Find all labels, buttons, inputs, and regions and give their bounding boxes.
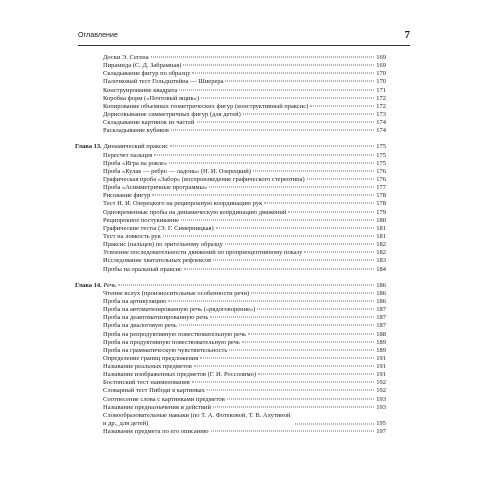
toc-page: 186 [376,281,386,289]
toc-entry[interactable] [103,184,386,192]
dot-leader [118,284,374,285]
dot-leader [229,349,374,350]
toc-page: 181 [376,224,386,232]
toc-page: 191 [376,354,386,362]
toc-entry[interactable] [103,225,386,233]
table-of-contents [75,54,386,436]
toc-entry-title: Проба на продуктивную повествовательную речь [103,338,240,346]
dot-leader [210,317,374,318]
toc-page: 197 [376,428,386,436]
toc-page: 187 [376,306,386,314]
dot-leader [151,57,375,58]
toc-entry-title: Усвоение последовательности движений по проприоцептивному показу [103,249,303,257]
dot-leader [200,357,374,358]
toc-page: 171 [376,86,386,94]
toc-page: 192 [376,387,386,395]
toc-page: 186 [376,289,386,297]
dot-leader [179,325,374,326]
toc-entry-title: Проба на репродуктивную повествовательную речь [103,330,247,338]
toc-chapter-14[interactable] [75,282,386,290]
toc-entry[interactable] [103,387,386,395]
dot-leader [307,178,375,179]
dot-leader [197,122,375,123]
toc-entry-title: Складывание фигур по образцу [103,70,191,78]
toc-entry[interactable] [103,257,386,265]
dot-leader [213,260,374,261]
dot-leader [201,97,374,98]
toc-page: 175 [376,159,386,167]
dot-leader [184,268,374,269]
toc-entry[interactable] [103,428,386,436]
dot-leader [192,73,374,74]
dot-leader [171,130,374,131]
toc-entry[interactable] [103,314,386,322]
toc-page: 169 [376,54,386,61]
dot-leader [181,219,374,220]
dot-leader [213,406,374,407]
toc-page: 170 [376,70,386,78]
toc-page: 177 [376,184,386,192]
toc-entry[interactable] [103,322,386,330]
dot-leader [209,187,374,188]
dot-leader [242,341,374,342]
toc-entry-title: Проба на диалоговую речь [103,322,177,330]
toc-entry[interactable] [103,87,386,95]
toc-entry[interactable] [103,306,386,314]
toc-page: 175 [376,143,386,151]
toc-page: 187 [376,322,386,330]
toc-entry[interactable] [103,54,386,62]
toc-entry[interactable] [103,249,386,257]
toc-entry[interactable] [103,331,386,339]
toc-group-speech [103,290,386,437]
toc-entry-title: Конструирование квадрата [103,86,178,94]
dot-leader [183,65,374,66]
toc-entry-title: Исследование хватательных рефлексов [103,257,212,265]
toc-page: 195 [376,420,386,428]
toc-entry[interactable] [103,404,386,412]
toc-entry-title: Соотнесение слова с картинками предметов [103,395,225,403]
toc-page: 179 [376,208,386,216]
toc-entry-title: Пирамида (С. Д. Забрамная) [103,62,182,70]
toc-entry[interactable] [103,233,386,241]
toc-page: 193 [376,403,386,411]
toc-entry[interactable] [103,111,386,119]
toc-page: 188 [376,330,386,338]
toc-entry-title: Пробы на оральный праксис [103,265,182,273]
toc-entry-title: Называние реальных предметов [103,363,192,371]
toc-entry[interactable] [103,62,386,70]
toc-entry[interactable] [103,103,386,111]
toc-entry-title: Словарный тест Пибоди в картинках [103,387,205,395]
toc-entry[interactable] [103,379,386,387]
toc-entry[interactable] [103,192,386,200]
toc-page: 183 [376,257,386,265]
toc-entry[interactable] [103,217,386,225]
toc-entry[interactable] [103,78,386,86]
toc-entry-title: Проба «Кулак — ребро — ладонь» (Н. И. Озерецкий) [103,167,251,175]
dot-leader [258,374,374,375]
dot-leader [169,162,374,163]
toc-page: 192 [376,379,386,387]
toc-entry[interactable] [103,176,386,184]
toc-entry-title: Проба на автоматизированную речь («рядоговорение») [103,306,256,314]
page-number: 7 [404,29,410,41]
toc-page: 178 [376,200,386,208]
toc-page: 175 [376,151,386,159]
toc-page: 193 [376,395,386,403]
toc-entry[interactable] [103,200,386,208]
toc-page: 181 [376,232,386,240]
toc-page: 182 [376,249,386,257]
toc-entry[interactable] [103,347,386,355]
toc-page: 180 [376,216,386,224]
toc-entry[interactable] [103,70,386,78]
running-title: Оглавление [78,32,119,39]
toc-page: 191 [376,363,386,371]
chapter-number: Глава 13. [75,143,102,151]
toc-entry[interactable] [103,266,386,274]
dot-leader [216,227,375,228]
toc-page: 182 [376,241,386,249]
toc-entry-title: Палочковый тест Гольдштейна — Шиерера [103,78,224,86]
dot-leader [251,292,374,293]
dot-leader [310,105,374,106]
toc-page: 172 [376,102,386,110]
dot-leader [207,390,374,391]
toc-page: 174 [376,127,386,135]
dot-leader [288,211,374,212]
toc-entry-title: Рисование фигур [103,192,151,200]
dot-leader [179,89,374,90]
toc-chapter-13[interactable] [75,143,386,151]
dot-leader [295,424,374,425]
dot-leader [211,431,375,432]
toc-entry-title: Тест Н. И. Озерецкого на реципрокную координацию рук [103,200,263,208]
toc-page: 189 [376,338,386,346]
toc-entry-title: Коробка форм («Почтовый ящик») [103,94,200,102]
toc-entry[interactable] [103,363,386,371]
toc-entry-title: Словообразовательные навыки (по Т. А. Фотековой, Т. В. Ахутиной и др., для детей) [103,412,291,428]
toc-entry[interactable] [103,119,386,127]
toc-page: 186 [376,297,386,305]
toc-entry[interactable] [103,168,386,176]
toc-entry-title: Называние предназначения и действий [103,403,211,411]
dot-leader [304,252,374,253]
toc-entry[interactable] [103,412,386,428]
toc-entry[interactable] [103,396,386,404]
chapter-title: Динамический праксис [103,143,169,151]
toc-entry-title: Тест на ловкость рук [103,232,161,240]
toc-entry[interactable] [103,355,386,363]
dot-leader [225,81,374,82]
toc-page: 169 [376,62,386,70]
toc-entry-title: Бостонский тест наименования [103,379,190,387]
toc-entry-title: Графическая проба «Забор» (воспроизведение графического стереотипа) [103,175,305,183]
toc-page: 187 [376,314,386,322]
dot-leader [194,366,374,367]
dot-leader [243,113,374,114]
running-header [78,29,410,46]
dot-leader [152,195,374,196]
toc-entry[interactable] [103,339,386,347]
toc-page: 176 [376,175,386,183]
chapter-title: Речь [103,281,116,289]
toc-page: 191 [376,371,386,379]
toc-page: 172 [376,94,386,102]
toc-page: 173 [376,110,386,118]
dot-leader [257,309,374,310]
toc-entry-title: Реципрокное постукивание [103,216,179,224]
toc-entry-title: Проба на деавтоматизированную речь [103,314,209,322]
toc-page: 189 [376,346,386,354]
toc-entry-title: Одновременные пробы на динамическую координацию движений [103,208,287,216]
dot-leader [227,398,374,399]
toc-entry-title: Называние предмета по его описанию [103,428,209,436]
dot-leader [163,235,374,236]
dot-leader [264,203,374,204]
toc-entry-title: Праксис (пальцев) по зрительному образцу [103,241,223,249]
toc-entry-title: Графические тесты (Э. Г. Симерницкая) [103,224,214,232]
toc-entry-title: Проба «Асимметричные программы» [103,184,208,192]
toc-page: 176 [376,167,386,175]
toc-entry-title: Копирование объемных геометрических фигур (конструктивный праксис) [103,102,309,110]
dot-leader [225,244,374,245]
toc-entry[interactable] [103,209,386,217]
toc-entry-title: Складывание картинок из частей [103,119,195,127]
toc-entry-title: Определение границ предложения [103,354,199,362]
toc-entry[interactable] [103,152,386,160]
dot-leader [192,382,374,383]
dot-leader [168,300,374,301]
toc-entry-title: Дорисовывание симметричных фигур (для детей) [103,110,241,118]
toc-page: 170 [376,78,386,86]
toc-entry-title: Пересчет пальцев [103,151,153,159]
toc-page: 174 [376,119,386,127]
toc-page: 184 [376,265,386,273]
toc-entry-title: Проба «Игра на рояле» [103,159,168,167]
toc-entry-title: Проба на грамматическую чувствительность [103,346,228,354]
toc-entry-title: Доски Э. Сегена [103,54,149,61]
toc-entry[interactable] [103,241,386,249]
dot-leader [170,146,374,147]
toc-entry-title: Называние изображенных предметов (Г. И. Россолимо) [103,371,257,379]
dot-leader [248,333,374,334]
dot-leader [154,154,374,155]
chapter-number: Глава 14. [75,281,102,289]
toc-entry[interactable] [103,95,386,103]
toc-entry[interactable] [103,371,386,379]
toc-entry-title: Чтение вслух (произносительные особенности речи) [103,289,250,297]
toc-page: 178 [376,192,386,200]
toc-entry[interactable] [103,290,386,298]
toc-entry[interactable] [103,298,386,306]
toc-group-dynamic-praxis [103,152,386,274]
toc-entry-title: Раскладывание кубиков [103,127,169,135]
toc-entry-title: Проба на артикуляцию [103,297,167,305]
toc-entry[interactable] [103,127,386,135]
toc-entry[interactable] [103,160,386,168]
dot-leader [253,170,374,171]
toc-group-constructive-praxis [103,54,386,135]
